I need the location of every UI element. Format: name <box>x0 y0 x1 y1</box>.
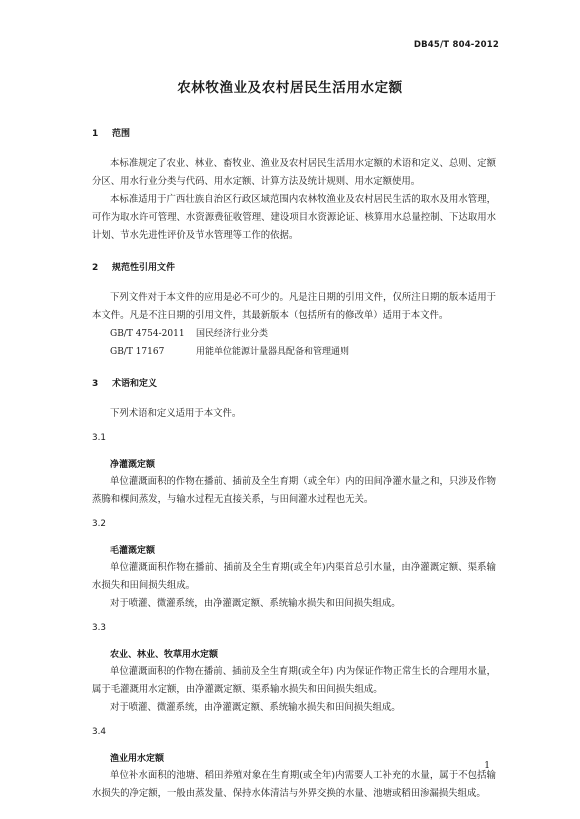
document-title: 农林牧渔业及农村居民生活用水定额 <box>177 80 403 96</box>
section-heading-terms <box>92 376 496 389</box>
page-number: 1 <box>484 761 490 771</box>
term-name: 农业、林业、牧草用水定额 <box>110 650 219 660</box>
reference-name: 用能单位能源计量器具配备和管理通则 <box>196 347 350 357</box>
term-name: 渔业用水定额 <box>110 754 165 764</box>
document-body <box>92 126 496 803</box>
section-heading-normative-references <box>92 260 496 273</box>
term-definition: 对于喷灌、微灌系统，由净灌溉定额、系统输水损失和田间损失组成。 <box>110 598 401 609</box>
term-definition: 单位灌溉面积的作物在播前、插前及全生育期(或全年) 内为保证作物正常生长的合理用水量，属于毛灌溉用水定额，由净灌溉定额、渠系输水损失和田间损失组成。 <box>92 666 496 695</box>
section-number: 1 <box>92 129 99 139</box>
standard-code: DB45/T 804-2012 <box>413 40 499 50</box>
term-definition: 对于喷灌、微灌系统，由净灌溉定额、系统输水损失和田间损失组成。 <box>110 702 401 713</box>
section-heading-scope <box>92 126 496 139</box>
term-number: 3.3 <box>92 623 106 633</box>
section-title: 范围 <box>112 129 131 139</box>
reference-code: GB/T 17167 <box>110 347 165 357</box>
term-definition: 单位灌溉面积的作物在播前、插前及全生育期（或全年）内的田间净灌水量之和，只涉及作物蒸腾和棵间蒸发，与输水过程无直接关系，与田间灌水过程也无关。 <box>92 476 496 505</box>
reference-item <box>92 343 496 361</box>
section-number: 2 <box>92 263 99 273</box>
term-number: 3.2 <box>92 519 106 529</box>
section-title: 术语和定义 <box>112 379 158 389</box>
reference-item <box>92 325 496 343</box>
term-number: 3.1 <box>92 433 106 443</box>
reference-name: 国民经济行业分类 <box>196 329 269 339</box>
scope-paragraph-2: 本标准适用于广西壮族自治区行政区域范围内农林牧渔业及农村居民生活的取水及用水管理，可作为取水许可管理、水资源费征收管理、建设项目水资源论证、核算用水总量控制、下达取用水计划、节水先进性评价及节水管理等工作的依据。 <box>92 194 496 241</box>
references-paragraph: 下列文件对于本文件的应用是必不可少的。凡是注日期的引用文件，仅所注日期的版本适用于本文件。凡是不注日期的引用文件，其最新版本（包括所有的修改单）适用于本文件。 <box>92 292 496 321</box>
term-number: 3.4 <box>92 727 106 737</box>
scope-paragraph-1: 本标准规定了农业、林业、畜牧业、渔业及农村居民生活用水定额的术语和定义、总则、定额分区、用水行业分类与代码、用水定额、计算方法及统计规则、用水定额使用。 <box>92 158 496 187</box>
section-number: 3 <box>92 379 99 389</box>
section-title: 规范性引用文件 <box>112 263 176 273</box>
term-name: 净灌溉定额 <box>110 460 156 470</box>
term-definition: 单位灌溉面积作物在播前、插前及全生育期(或全年)内渠首总引水量，由净灌溉定额、渠系输水损失和田间损失组成。 <box>92 562 496 591</box>
term-name: 毛灌溉定额 <box>110 546 156 556</box>
term-definition: 单位补水面积的池塘、稻田养殖对象在生育期(或全年)内需要人工补充的水量，属于不包括输水损失的净定额，一般由蒸发量、保持水体清洁与外界交换的水量、池塘或稻田渗漏损失组成。 <box>92 770 496 799</box>
terms-intro: 下列术语和定义适用于本文件。 <box>110 408 242 419</box>
reference-code: GB/T 4754-2011 <box>110 329 185 339</box>
